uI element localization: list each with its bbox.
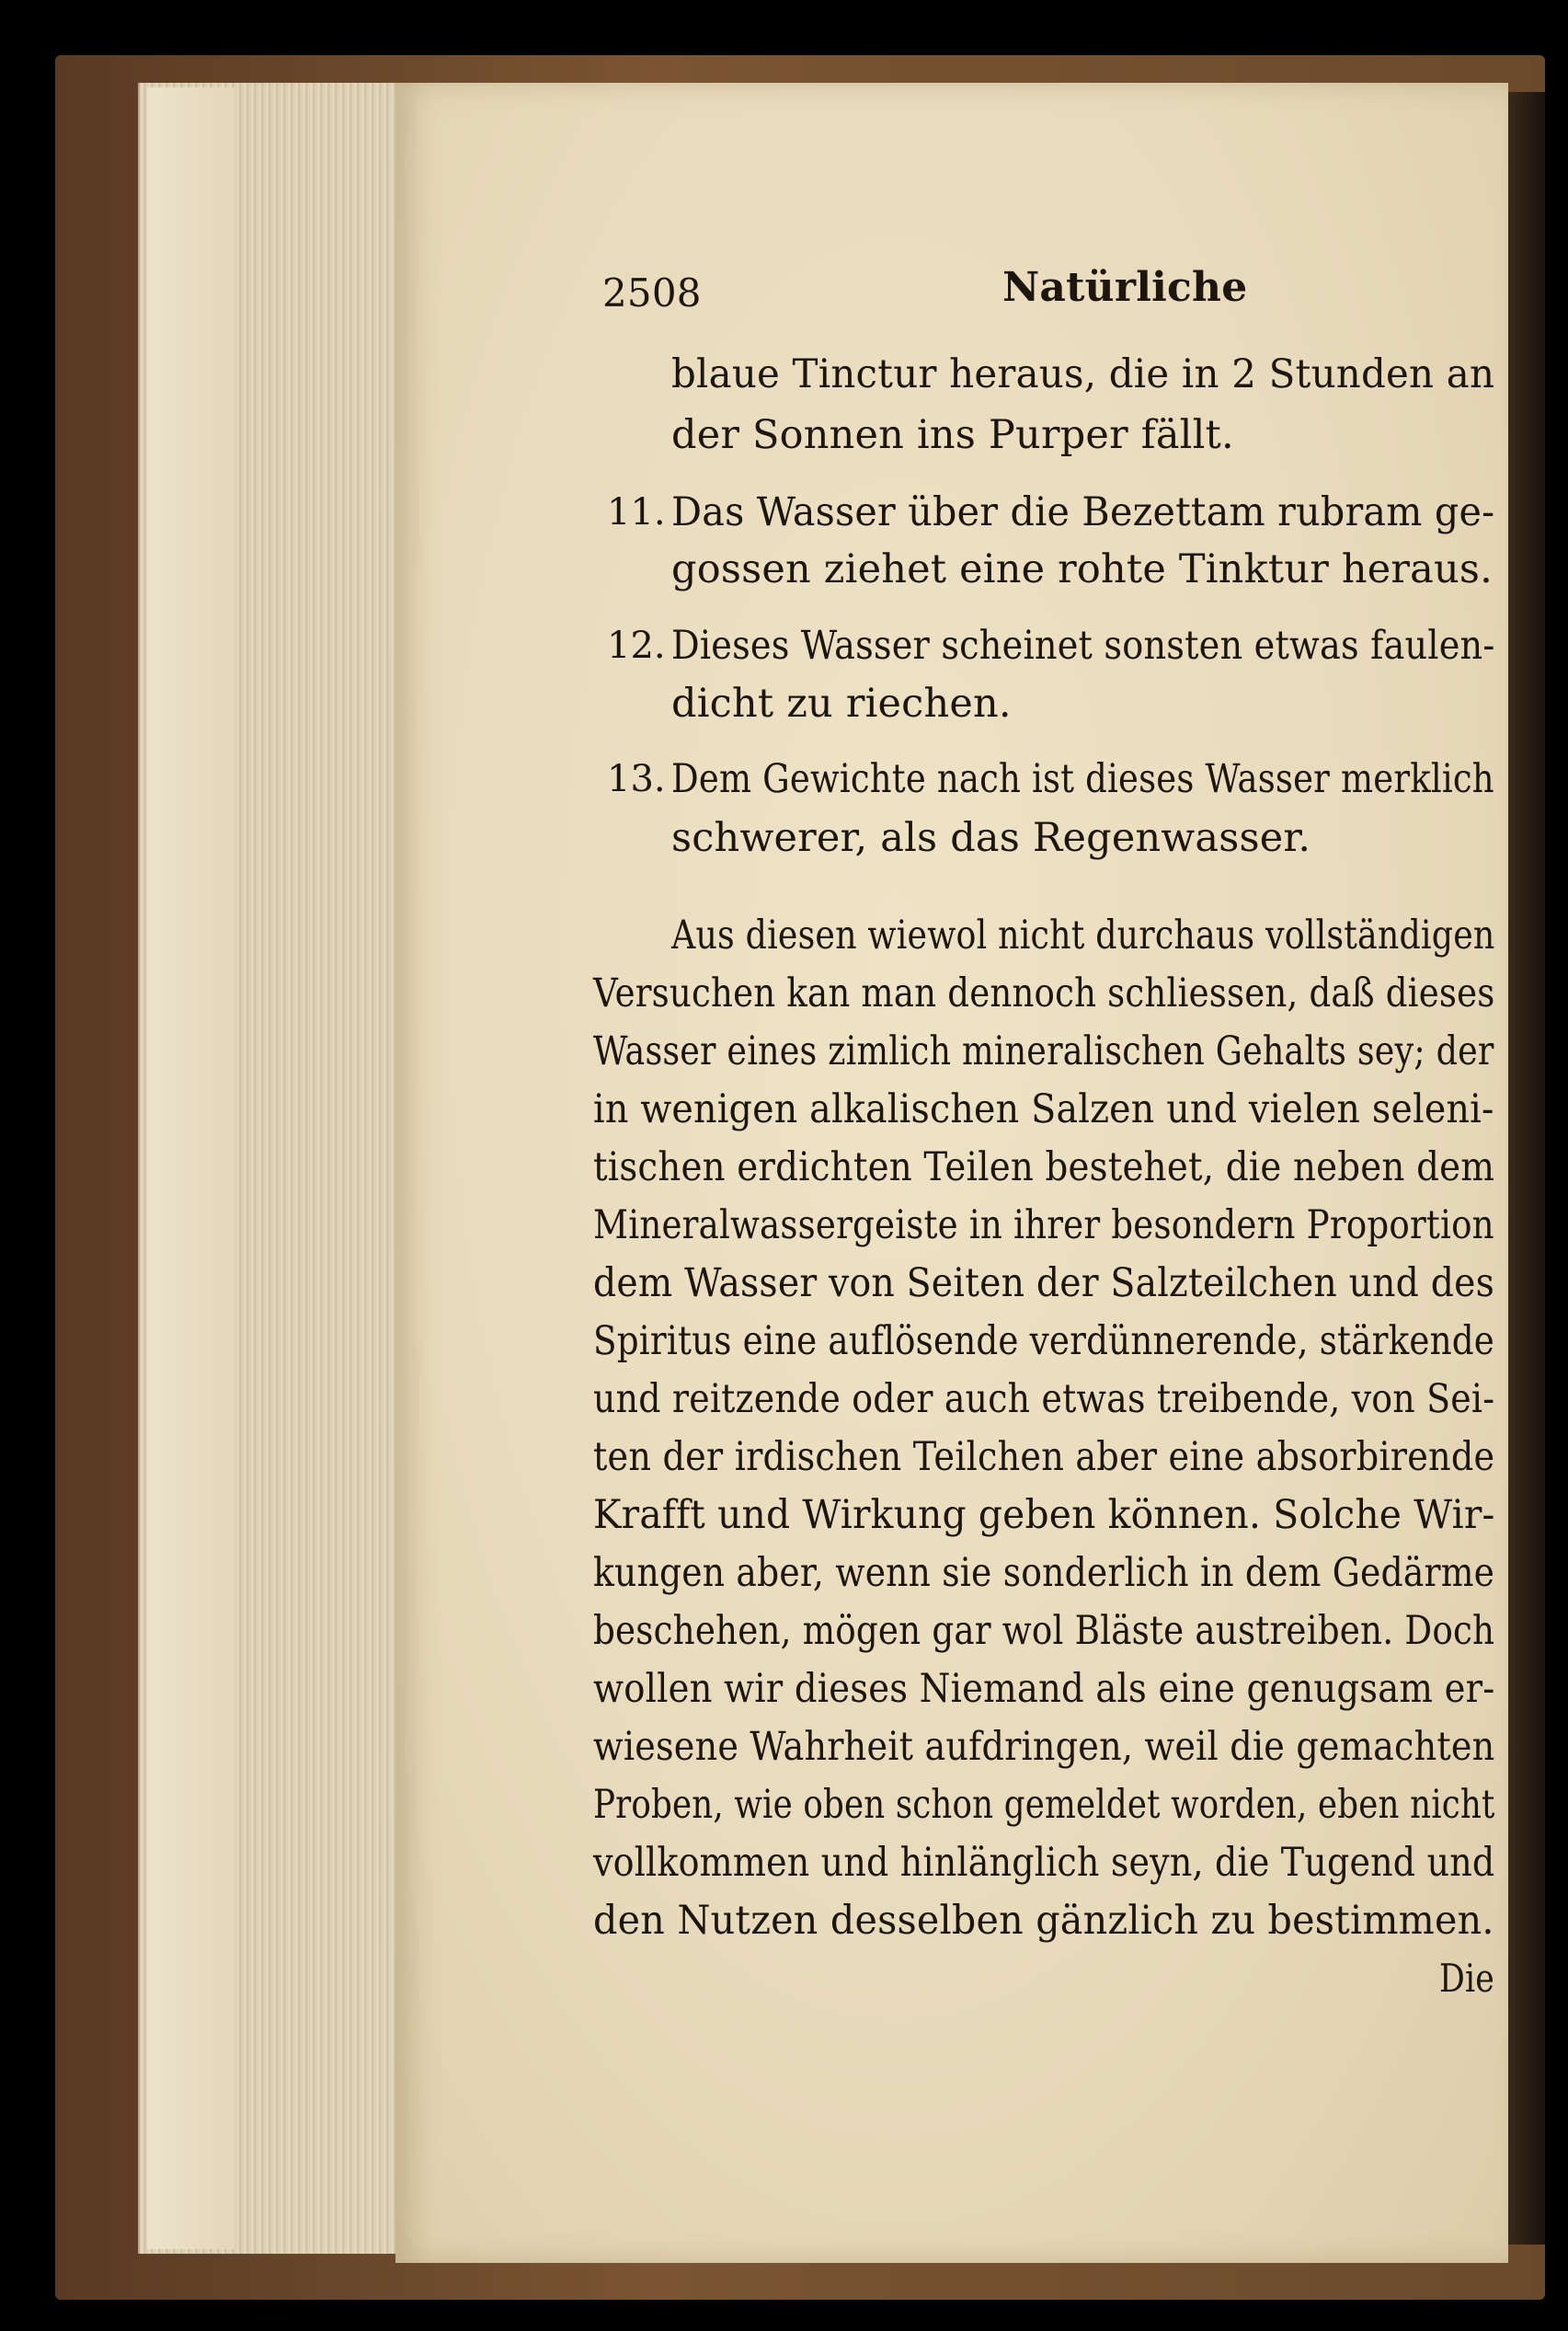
item-line: Das Wasser über die Bezettam rubram ge- [671,489,1495,535]
paragraph-line: ten der irdischen Teilchen aber eine absorbirende [593,1434,1495,1480]
item-line: dicht zu riechen. [671,681,1012,727]
paragraph-line: den Nutzen desselben gänzlich zu bestimmen. [593,1898,1494,1944]
item-line: Dieses Wasser scheinet sonsten etwas faulen- [671,623,1495,669]
running-head: Natürliche [1002,264,1248,311]
paragraph-line: dem Wasser von Seiten der Salzteilchen und des [593,1260,1495,1306]
paragraph-line: Mineralwassergeiste in ihrer besondern Proportion [593,1202,1494,1248]
paragraph-line: kungen aber, wenn sie sonderlich in dem Gedärme [593,1550,1495,1596]
item-number: 12. [607,625,666,667]
page-number: 2508 [602,270,702,316]
item-line: blaue Tinctur heraus, die in 2 Stunden an [671,351,1495,397]
paragraph-line: in wenigen alkalischen Salzen und vielen seleni- [593,1086,1494,1132]
item-number: 11. [607,491,666,534]
paragraph-line: Krafft und Wirkung geben können. Solche Wir- [593,1492,1495,1538]
item-line: schwerer, als das Regenwasser. [671,815,1311,861]
paragraph-line: beschehen, mögen gar wol Bläste austreiben. Doch [593,1608,1495,1654]
paragraph-line: Proben, wie oben schon gemeldet worden, eben nicht [593,1782,1495,1828]
paragraph-line: vollkommen und hinlänglich seyn, die Tugend und [593,1840,1495,1886]
paragraph-line: Wasser eines zimlich mineralischen Gehalts sey; der [593,1028,1494,1074]
paragraph-line: Aus diesen wiewol nicht durchaus vollständigen [671,913,1495,959]
item-line: der Sonnen ins Purper fällt. [671,412,1234,458]
paragraph-line: wollen wir dieses Niemand als eine genugsam er- [593,1666,1495,1712]
paragraph-line: und reitzende oder auch etwas treibende, von Sei- [593,1376,1495,1422]
paragraph-line: Versuchen kan man dennoch schliessen, daß dieses [593,970,1495,1016]
paragraph-line: Spiritus eine auflösende verdünnerende, stärkende [593,1318,1495,1364]
item-line: gossen ziehet eine rohte Tinktur heraus. [671,546,1493,592]
item-number: 13. [607,758,666,800]
item-line: Dem Gewichte nach ist dieses Wasser merklich [671,756,1494,802]
paragraph-line: wiesene Wahrheit aufdringen, weil die gemachten [593,1724,1495,1770]
paragraph-line: tischen erdichten Teilen bestehet, die neben dem [593,1144,1495,1190]
catchword: Die [1439,1956,1495,2001]
